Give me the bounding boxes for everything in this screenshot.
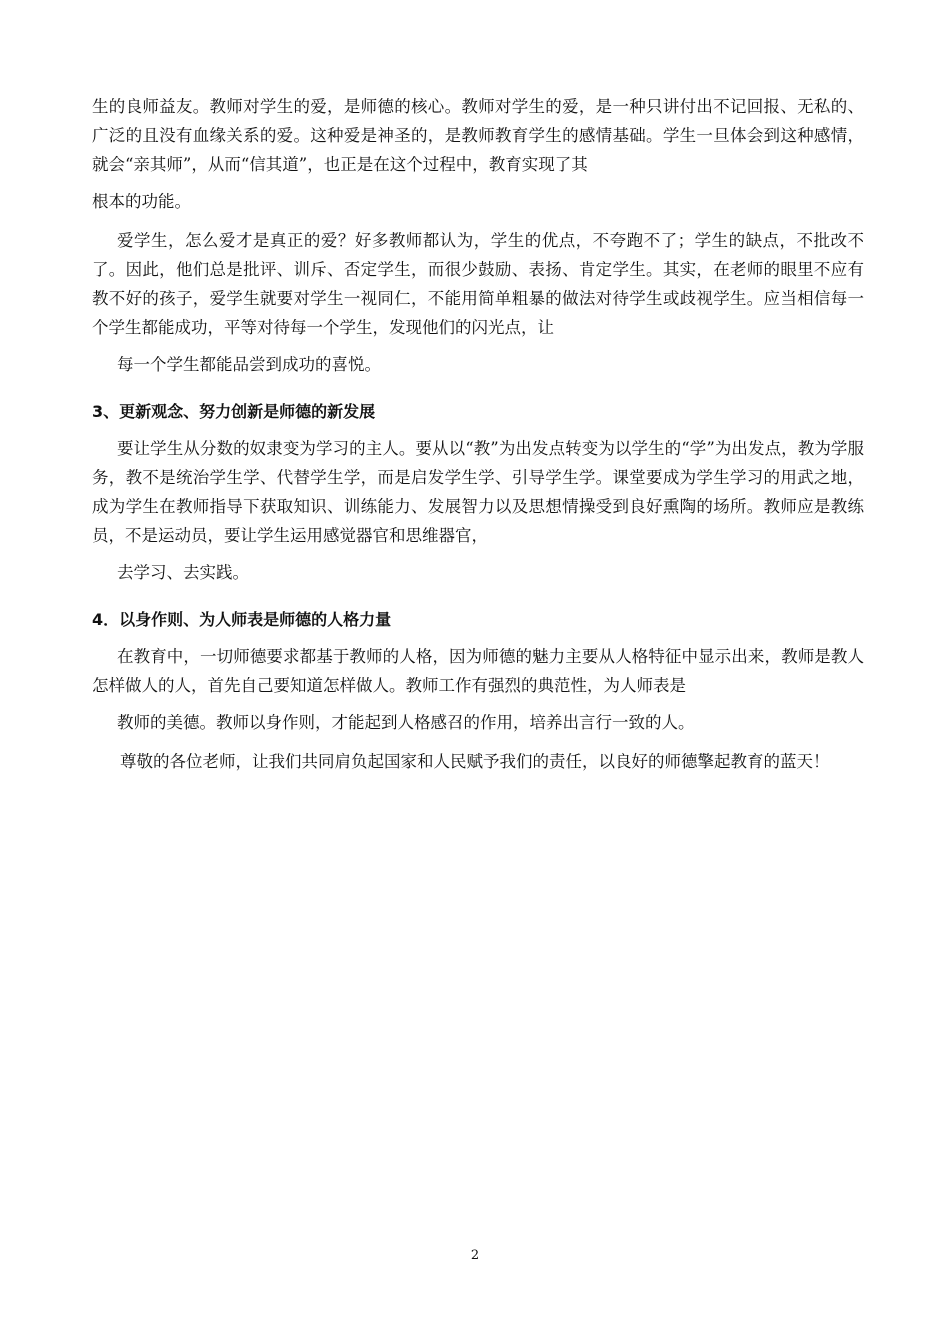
paragraph-text: 在教育中，一切师德要求都基于教师的人格，因为师德的魅力主要从人格特征中显示出来，教师是教人怎样做人的人，首先自己要知道怎样做人。教师工作有强烈的典范性，为人师表是 [92, 647, 864, 695]
paragraph-closing: 尊敬的各位老师，让我们共同肩负起国家和人民赋予我们的责任，以良好的师德擎起教育的蓝天！ [120, 752, 830, 771]
spacer [92, 737, 864, 747]
paragraph-text: 生的良师益友。教师对学生的爱，是师德的核心。教师对学生的爱，是一种只讲付出不记回报、无私的、广泛的且没有血缘关系的爱。这种爱是神圣的，是教师教育学生的感情基础。学生一旦体会到这种感情，就会“亲其师”，从而“信其道”，也正是在这个过程中，教育实现了其 [92, 97, 864, 174]
paragraph-love-students [92, 226, 864, 379]
paragraph-section-4 [92, 642, 864, 737]
paragraph-teacher-love [92, 92, 864, 216]
spacer [92, 216, 864, 226]
document-page [92, 92, 864, 776]
paragraph-tail: 根本的功能。 [92, 192, 191, 211]
paragraph-text: 爱学生，怎么爱才是真正的爱？好多教师都认为，学生的优点，不夸跑不了；学生的缺点，不批改不了。因此，他们总是批评、训斥、否定学生，而很少鼓励、表扬、肯定学生。其实，在老师的眼里不应有教不好的孩子，爱学生就要对学生一视同仁，不能用简单粗暴的做法对待学生或歧视学生。应当相信每一个学生都能成功，平等对待每一个学生，发现他们的闪光点，让 [92, 231, 864, 337]
section-heading-3: 3、更新观念、努力创新是师德的新发展 [92, 402, 376, 421]
section-heading-4: 4．以身作则、为人师表是师德的人格力量 [92, 610, 392, 629]
paragraph-tail: 教师的美德。教师以身作则，才能起到人格感召的作用，培养出言行一致的人。 [117, 713, 695, 732]
paragraph-tail: 每一个学生都能品尝到成功的喜悦。 [117, 355, 381, 374]
page-number: 2 [470, 1248, 480, 1263]
paragraph-text: 要让学生从分数的奴隶变为学习的主人。要从以“教”为出发点转变为以学生的“学”为出发点，教为学服务，教不是统治学生学、代替学生学，而是启发学生学、引导学生学。课堂要成为学生学习的用武之地，成为学生在教师指导下获取知识、训练能力、发展智力以及思想情操受到良好熏陶的场所。教师应是教练员，不是运动员，要让学生运用感觉器官和思维器官， [92, 439, 864, 545]
paragraph-section-3 [92, 434, 864, 587]
paragraph-tail: 去学习、去实践。 [117, 563, 249, 582]
